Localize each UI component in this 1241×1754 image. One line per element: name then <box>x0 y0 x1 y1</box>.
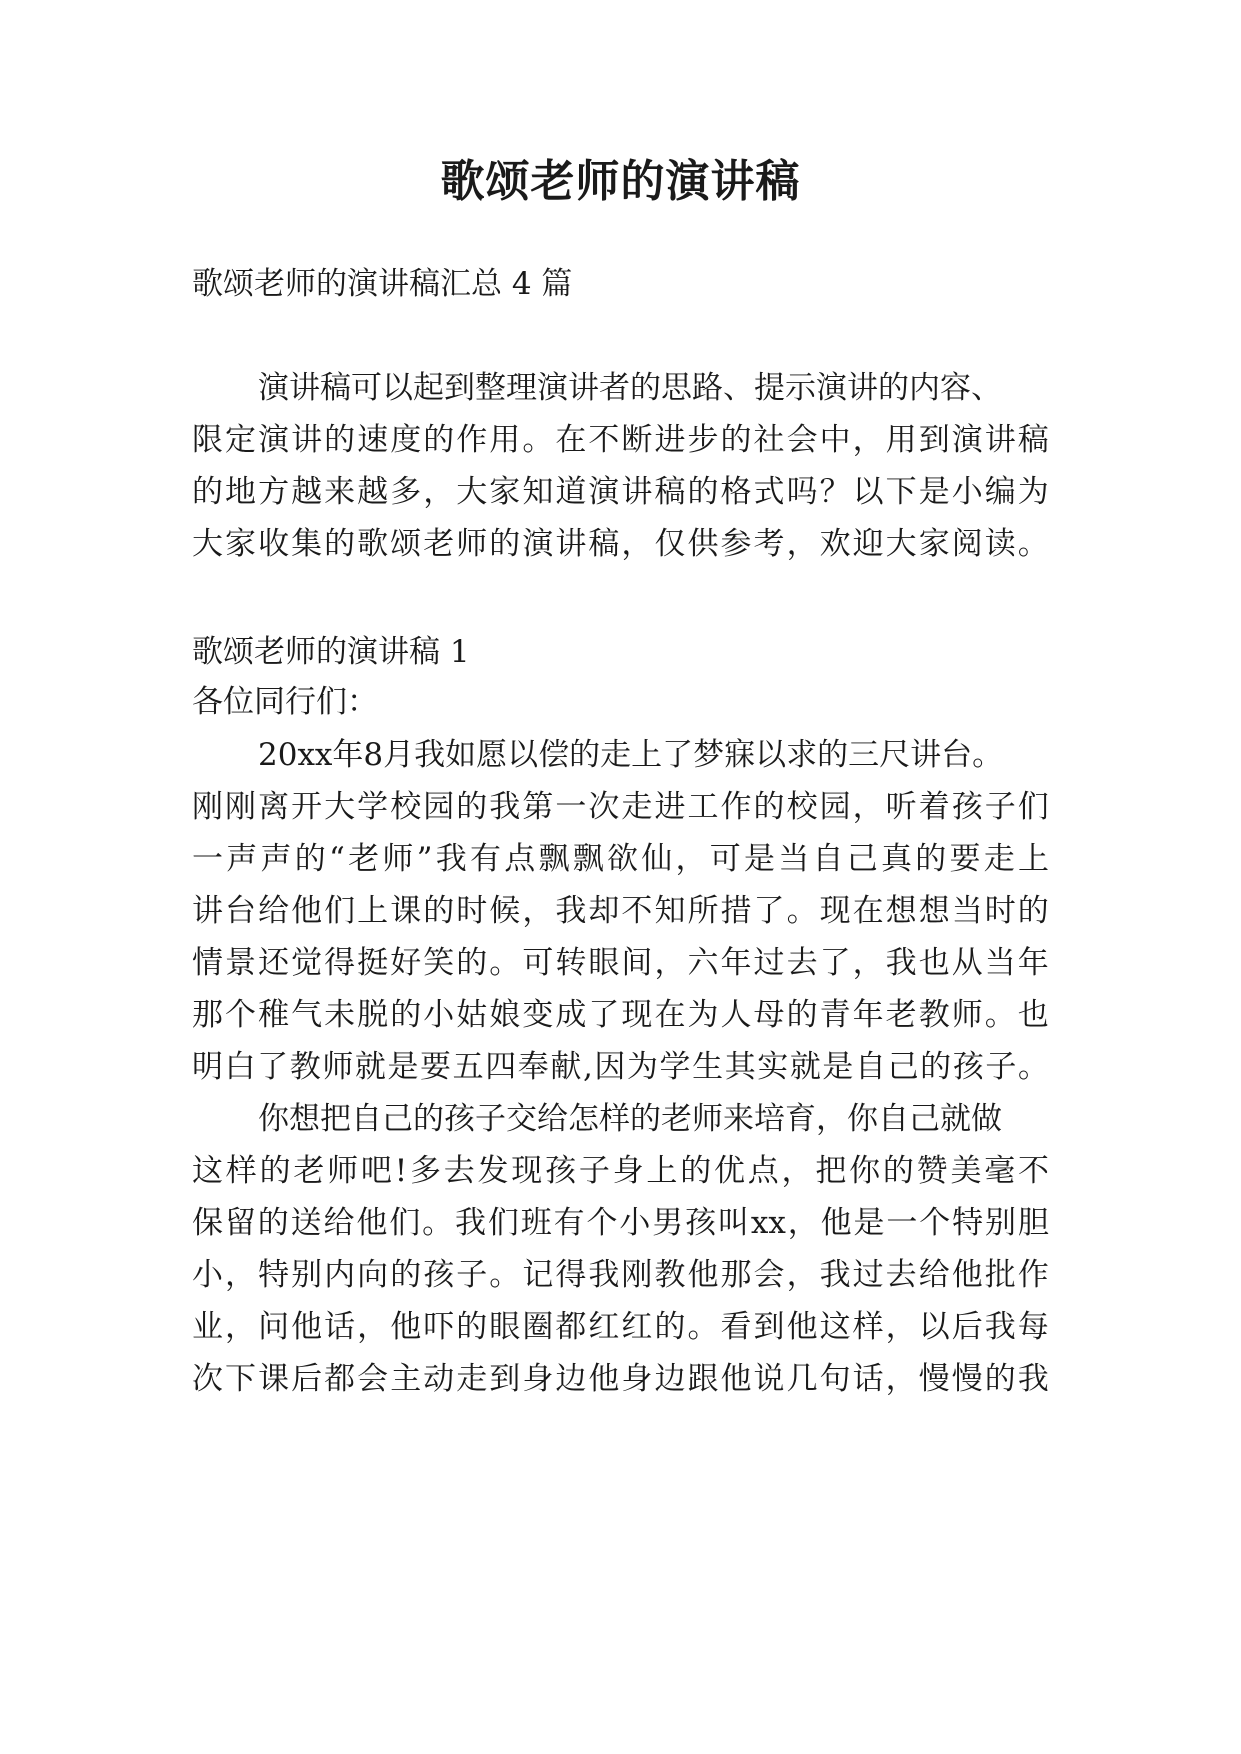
paragraph-line: 这 样 的 老 师 吧 ! 多 去 发 现 孩 子 身 上 的 优 点 ， 把 你 的 赞 美 毫 不 <box>192 1153 1049 1189</box>
paragraph-line: 小 ， 特 别 内 向 的 孩 子 。 记 得 我 刚 教 他 那 会 ， 我 过 去 给 他 批 作 <box>192 1257 1049 1293</box>
paragraph-line: 一 声 声 的 “ 老 师 ” 我 有 点 飘 飘 欲 仙 ， 可 是 当 自 己 真 的 要 走 上 <box>192 841 1049 877</box>
intro-line: 限 定 演 讲 的 速 度 的 作 用 。 在 不 断 进 步 的 社 会 中 ， 用 到 演 讲 稿 <box>192 422 1049 458</box>
paragraph-line: 刚 刚 离 开 大 学 校 园 的 我 第 一 次 走 进 工 作 的 校 园 ， 听 着 孩 子 们 <box>192 789 1049 825</box>
document-title: 歌颂老师的演讲稿 <box>440 156 801 207</box>
paragraph-line: 情 景 还 觉 得 挺 好 笑 的 。 可 转 眼 间 ， 六 年 过 去 了 ， 我 也 从 当 年 <box>192 945 1049 981</box>
paragraph-line: 次 下 课 后 都 会 主 动 走 到 身 边 他 身 边 跟 他 说 几 句 话 ， 慢 慢 的 我 <box>192 1361 1049 1397</box>
section-heading: 歌颂老师的演讲稿 1 <box>192 634 470 670</box>
paragraph-line: 保 留 的 送 给 他 们 。 我 们 班 有 个 小 男 孩 叫 xx ， 他 是 一 个 特 别 胆 <box>192 1205 1049 1241</box>
paragraph-line: 业 ， 问 他 话 ， 他 吓 的 眼 圈 都 红 红 的 。 看 到 他 这 样 ， 以 后 我 每 <box>192 1309 1049 1345</box>
paragraph-line: 那 个 稚 气 未 脱 的 小 姑 娘 变 成 了 现 在 为 人 母 的 青 年 老 教 师 。 也 <box>192 997 1049 1033</box>
paragraph-line: 讲 台 给 他 们 上 课 的 时 候 ， 我 却 不 知 所 措 了 。 现 在 想 想 当 时 的 <box>192 893 1049 929</box>
paragraph-line: 你 想 把 自 己 的 孩 子 交 给 怎 样 的 老 师 来 培 育 ， 你 自 己 就 做 <box>258 1101 1002 1137</box>
intro-line: 演 讲 稿 可 以 起 到 整 理 演 讲 者 的 思 路 、 提 示 演 讲 的 内 容 、 <box>258 370 1002 406</box>
salutation: 各位同行们： <box>192 684 378 720</box>
intro-line: 大 家 收 集 的 歌 颂 老 师 的 演 讲 稿 ， 仅 供 参 考 ， 欢 迎 大 家 阅 读 。 <box>192 526 1049 562</box>
intro-line: 的 地 方 越 来 越 多 ， 大 家 知 道 演 讲 稿 的 格 式 吗 ？ 以 下 是 小 编 为 <box>192 474 1049 510</box>
paragraph-line: 20xx 年 8 月 我 如 愿 以 偿 的 走 上 了 梦 寐 以 求 的 三 尺 讲 台 。 <box>258 737 1004 773</box>
paragraph-line: 明 白 了 教 师 就 是 要 五 四 奉 献 , 因 为 学 生 其 实 就 是 自 己 的 孩 子 。 <box>192 1049 1049 1085</box>
document-subtitle: 歌颂老师的演讲稿汇总 4 篇 <box>192 266 573 302</box>
